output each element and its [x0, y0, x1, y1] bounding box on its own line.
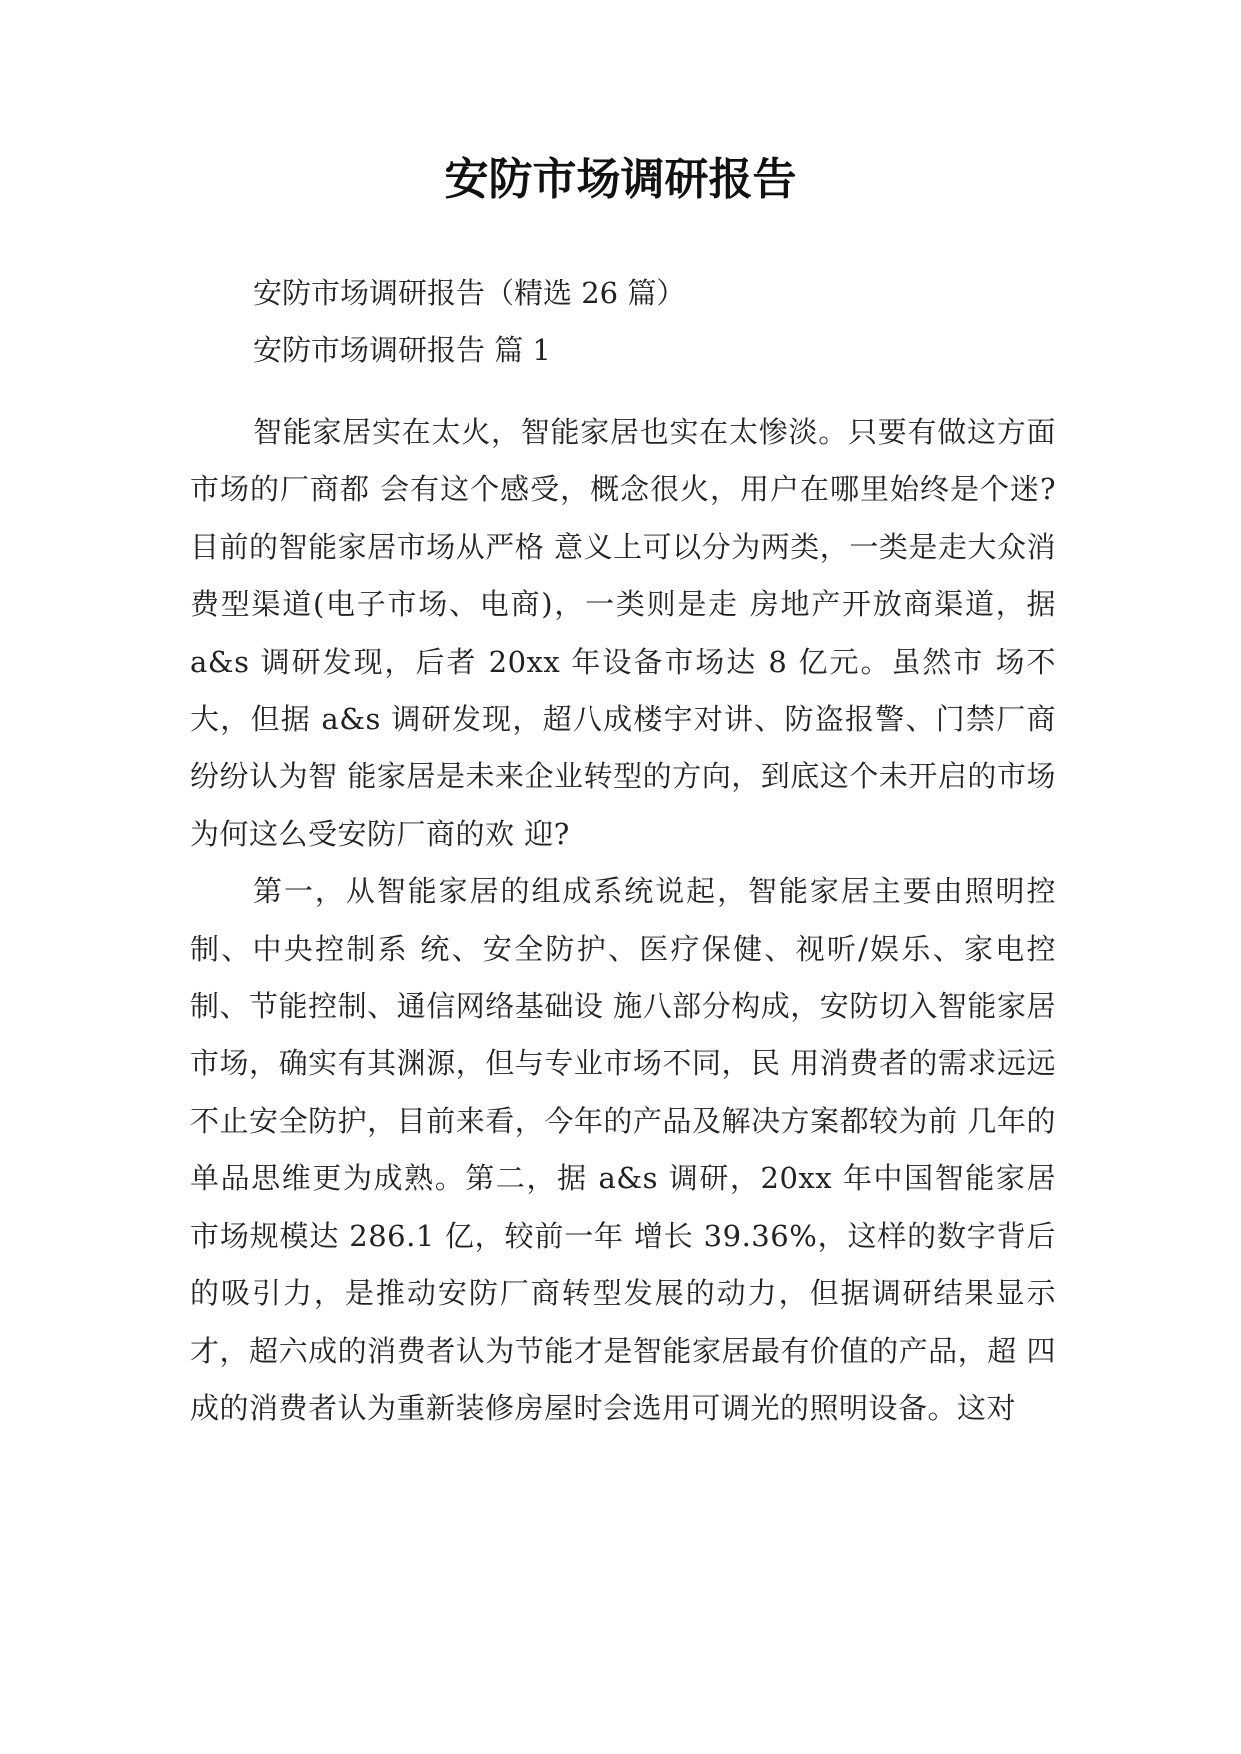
section-heading: 安防市场调研报告 篇 1: [253, 333, 551, 367]
paragraph: 第一，从智能家居的组成系统说起，智能家居主要由照明控制、中央控制系 统、安全防护、医疗保健、视听/娱乐、家电控制、节能控制、通信网络基础设 施八部分构成，安防切入智能家居市场，确实有其渊源，但与专业市场不同，民 用消费者的需求远远不止安全防护，目前来看，今年的产品及解决方案都较为前 几年的单品思维更为成熟。第二，据 a&s 调研，20xx 年中国智能家居市场规模达 286.1 亿，较前一年 增长 39.36%，这样的数字背后的吸引力，是推动安防厂商转型发展的动力，但据调研结果显示才，超六成的消费者认为节能才是智能家居最有价值的产品，超 四成的消费者认为重新装修房屋时会选用可调光的照明设备。这对: [190, 874, 1056, 1425]
document-subtitle: 安防市场调研报告（精选 26 篇）: [253, 276, 686, 310]
document-title: 安防市场调研报告: [444, 154, 797, 205]
document-body: [190, 404, 1056, 1437]
paragraph: 智能家居实在太火，智能家居也实在太惨淡。只要有做这方面市场的厂商都 会有这个感受，概念很火，用户在哪里始终是个迷?目前的智能家居市场从严格 意义上可以分为两类，一类是走大众消费型渠道(电子市场、电商)，一类则是走 房地产开放商渠道，据 a&s 调研发现，后者 20xx 年设备市场达 8 亿元。虽然市 场不大，但据 a&s 调研发现，超八成楼宇对讲、防盗报警、门禁厂商纷纷认为智 能家居是未来企业转型的方向，到底这个未开启的市场为何这么受安防厂商的欢 迎?: [190, 415, 1056, 851]
document-header-lines: [190, 265, 1056, 379]
